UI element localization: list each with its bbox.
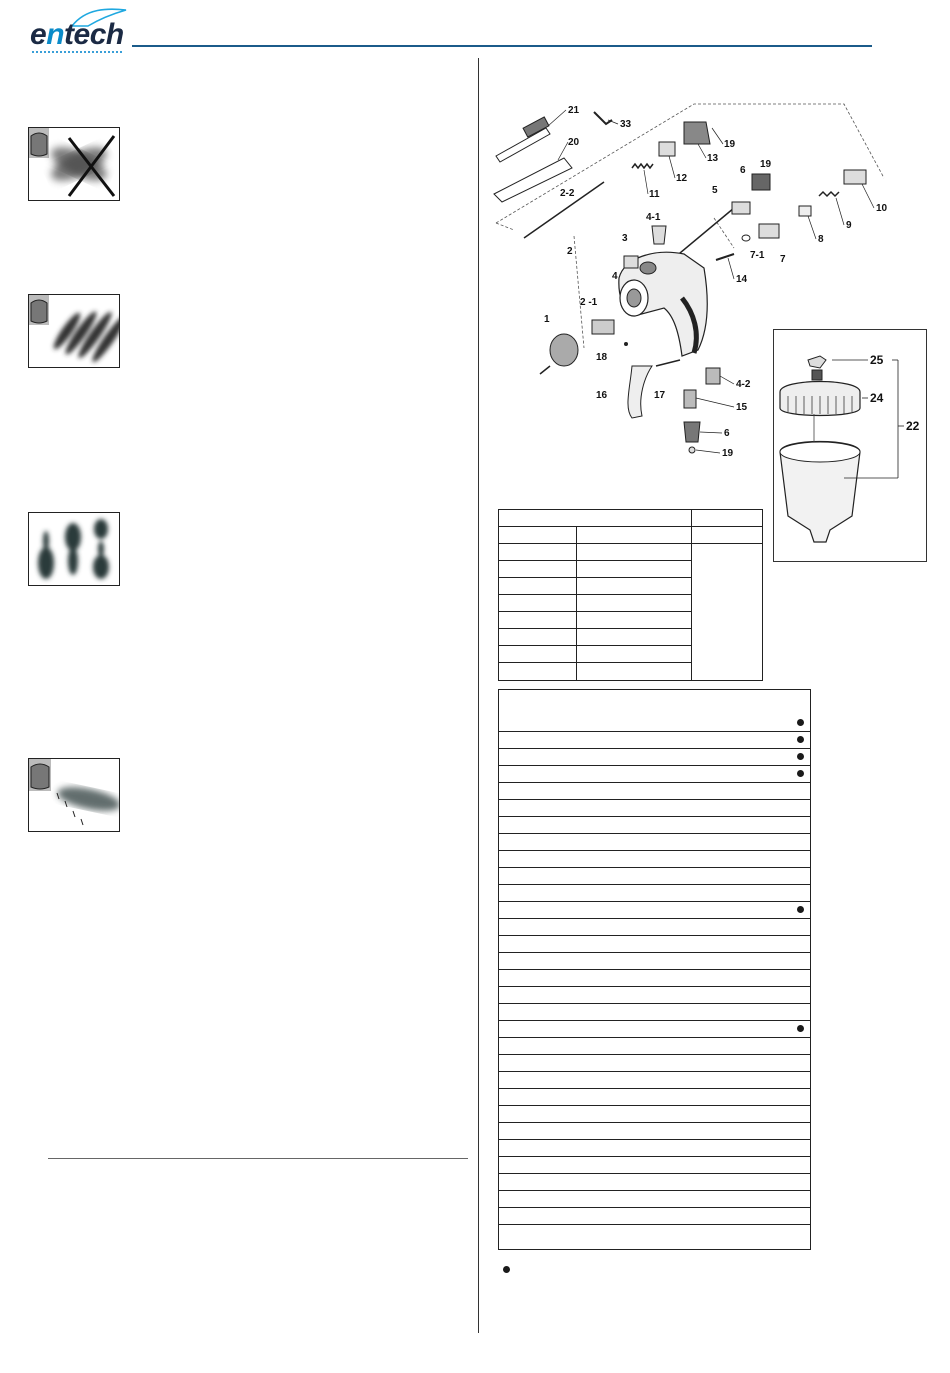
parts-table-row <box>499 1071 810 1072</box>
svg-text:14: 14 <box>736 274 748 285</box>
header-rule <box>132 45 872 47</box>
parts-table-row <box>499 1173 810 1174</box>
parts-table-row <box>499 816 810 817</box>
parts-list-table <box>498 689 811 1250</box>
svg-text:20: 20 <box>568 137 580 148</box>
brand-name: entech <box>30 18 124 51</box>
paint-cup-assembly <box>773 329 927 562</box>
svg-text:13: 13 <box>707 153 719 164</box>
row-bullet <box>797 906 804 913</box>
svg-text:18: 18 <box>596 352 608 363</box>
parts-table-row <box>499 782 810 783</box>
svg-text:24: 24 <box>870 391 884 405</box>
parts-table-row <box>499 969 810 970</box>
svg-text:22: 22 <box>906 419 920 433</box>
hex-key <box>594 112 612 124</box>
parts-table-row <box>499 1088 810 1089</box>
parts-table-row <box>499 850 810 851</box>
svg-text:6: 6 <box>740 165 746 176</box>
row-bullet <box>797 736 804 743</box>
parts-table-row <box>499 1190 810 1191</box>
svg-text:16: 16 <box>596 390 608 401</box>
svg-text:2: 2 <box>567 246 573 257</box>
parts-table-row <box>499 731 810 732</box>
parts-table-row <box>499 901 810 902</box>
parts-table-row <box>499 1105 810 1106</box>
parts-table-row <box>499 1020 810 1021</box>
parts-table-row <box>499 1207 810 1208</box>
spray-pattern-crossed-image <box>28 127 120 201</box>
svg-text:17: 17 <box>654 390 666 401</box>
parts-table-row <box>499 952 810 953</box>
parts-table-row <box>499 1224 810 1225</box>
parts-table-row <box>499 799 810 800</box>
svg-text:9: 9 <box>846 220 852 231</box>
svg-text:4-1: 4-1 <box>646 212 661 223</box>
parts-table-row <box>499 1054 810 1055</box>
parts-table-row <box>499 833 810 834</box>
parts-table-row <box>499 918 810 919</box>
parts-table-row <box>499 765 810 766</box>
parts-table-row <box>499 935 810 936</box>
svg-text:15: 15 <box>736 402 748 413</box>
parts-table-row <box>499 1139 810 1140</box>
svg-text:4: 4 <box>612 271 618 282</box>
legend-bullet <box>503 1266 510 1273</box>
spray-pattern-shapes-image <box>28 512 120 586</box>
svg-text:4-2: 4-2 <box>736 379 751 390</box>
spray-pattern-spitting-image <box>28 758 120 832</box>
svg-text:2 -1: 2 -1 <box>580 297 598 308</box>
svg-text:7-1: 7-1 <box>750 250 765 261</box>
svg-text:19: 19 <box>724 139 736 150</box>
logo-dotted-line <box>32 51 124 53</box>
svg-text:2-2: 2-2 <box>560 188 575 199</box>
svg-text:19: 19 <box>760 159 772 170</box>
row-bullet <box>797 719 804 726</box>
svg-text:7: 7 <box>780 254 786 265</box>
row-bullet <box>797 770 804 777</box>
svg-text:5: 5 <box>712 185 718 196</box>
svg-text:1: 1 <box>544 314 550 325</box>
svg-text:25: 25 <box>870 353 884 367</box>
column-divider <box>478 58 479 1333</box>
svg-text:11: 11 <box>649 189 660 200</box>
spec-table <box>498 509 763 681</box>
parts-table-row <box>499 1003 810 1004</box>
parts-table-row <box>499 867 810 868</box>
svg-text:10: 10 <box>876 203 888 214</box>
svg-text:6: 6 <box>724 428 730 439</box>
row-bullet <box>797 753 804 760</box>
svg-text:8: 8 <box>818 234 824 245</box>
svg-text:33: 33 <box>620 119 632 130</box>
parts-table-row <box>499 748 810 749</box>
svg-text:3: 3 <box>622 233 628 244</box>
svg-text:19: 19 <box>722 448 734 459</box>
parts-table-row <box>499 986 810 987</box>
footer-rule <box>48 1158 468 1159</box>
cleaning-brush <box>496 117 550 162</box>
spray-pattern-banded-image <box>28 294 120 368</box>
parts-table-row <box>499 1037 810 1038</box>
svg-text:21: 21 <box>568 105 580 116</box>
parts-table-row <box>499 1122 810 1123</box>
row-bullet <box>797 1025 804 1032</box>
parts-table-row <box>499 1156 810 1157</box>
parts-table-row <box>499 884 810 885</box>
svg-text:12: 12 <box>676 173 688 184</box>
